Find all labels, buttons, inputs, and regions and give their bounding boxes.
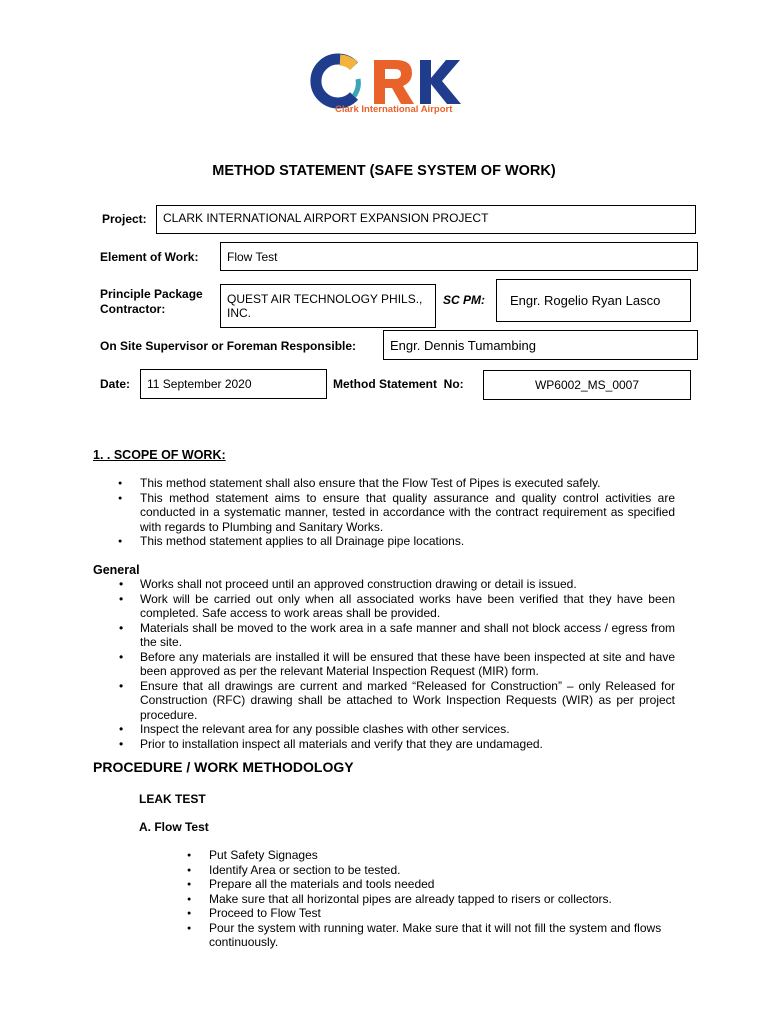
flow-test-heading: A. Flow Test: [139, 820, 209, 834]
scope-item: ● This method statement aims to ensure that quality assurance and quality control activities are conducted in a systematic manner, tested in accordance with the contract requirement as specified with regards to Plumbing and Sanitary Works.: [115, 491, 675, 535]
general-item: • Materials shall be moved to the work area in a safe manner and shall not block access / egress from the site.: [115, 621, 675, 650]
element-of-work-field: Flow Test: [220, 242, 698, 271]
leak-test-heading: LEAK TEST: [139, 792, 206, 806]
logo-accent-teal: [354, 79, 358, 96]
date-field: 11 September 2020: [140, 369, 327, 399]
project-field: CLARK INTERNATIONAL AIRPORT EXPANSION PROJECT: [156, 205, 696, 234]
scope-item: ● This method statement applies to all Drainage pipe locations.: [115, 534, 675, 549]
procedure-heading: PROCEDURE / WORK METHODOLOGY: [93, 759, 354, 775]
flow-test-step: ● Pour the system with running water. Make sure that it will not fill the system and flows continuously.: [184, 921, 674, 950]
contractor-label: Principle Package Contractor:: [100, 287, 203, 316]
document-title: METHOD STATEMENT (SAFE SYSTEM OF WORK): [212, 163, 556, 179]
scope-heading: 1. . SCOPE OF WORK:: [93, 448, 226, 462]
method-statement-no-field: WP6002_MS_0007: [483, 370, 691, 400]
logo-letter-r: [374, 60, 414, 104]
element-of-work-label: Element of Work:: [100, 250, 199, 264]
general-item: • Inspect the relevant area for any possible clashes with other services.: [115, 722, 675, 737]
flow-test-steps: [184, 848, 674, 950]
logo-accent-yellow: [340, 60, 354, 66]
scope-item: ● This method statement shall also ensure that the Flow Test of Pipes is executed safely.: [115, 476, 675, 491]
general-item: • Work will be carried out only when all associated works have been verified that they have been completed. Safe access to work areas shall be provided.: [115, 592, 675, 621]
flow-test-step: ● Prepare all the materials and tools needed: [184, 877, 674, 892]
general-item: • Prior to installation inspect all materials and verify that they are undamaged.: [115, 737, 675, 752]
sc-pm-label: SC PM:: [443, 293, 485, 307]
logo-letter-k: [420, 60, 461, 104]
sc-pm-field: Engr. Rogelio Ryan Lasco: [496, 279, 691, 322]
supervisor-field: Engr. Dennis Tumambing: [383, 330, 698, 360]
flow-test-step: ● Proceed to Flow Test: [184, 906, 674, 921]
logo-subtitle: Clark International Airport: [335, 104, 453, 115]
general-item: • Works shall not proceed until an approved construction drawing or detail is issued.: [115, 577, 675, 592]
supervisor-label: On Site Supervisor or Foreman Responsible:: [100, 339, 357, 353]
method-statement-no-label: Method Statement No:: [333, 377, 464, 391]
project-label: Project:: [102, 212, 147, 226]
flow-test-step: ● Identify Area or section to be tested.: [184, 863, 674, 878]
flow-test-step: ● Put Safety Signages: [184, 848, 674, 863]
flow-test-step: ● Make sure that all horizontal pipes are already tapped to risers or collectors.: [184, 892, 674, 907]
general-heading: General: [93, 563, 140, 577]
scope-list: [115, 476, 675, 549]
general-item: • Before any materials are installed it will be ensured that these have been inspected at site and have been approved as per the relevant Material Inspection Request (MIR) form.: [115, 650, 675, 679]
general-item: • Ensure that all drawings are current and marked “Released for Construction” – only Released for Construction (RFC) drawing shall be attached to Work Inspection Requests (WIR) as per project procedure.: [115, 679, 675, 723]
contractor-field: QUEST AIR TECHNOLOGY PHILS., INC.: [220, 284, 436, 328]
date-label: Date:: [100, 377, 131, 391]
general-list: [115, 577, 675, 751]
